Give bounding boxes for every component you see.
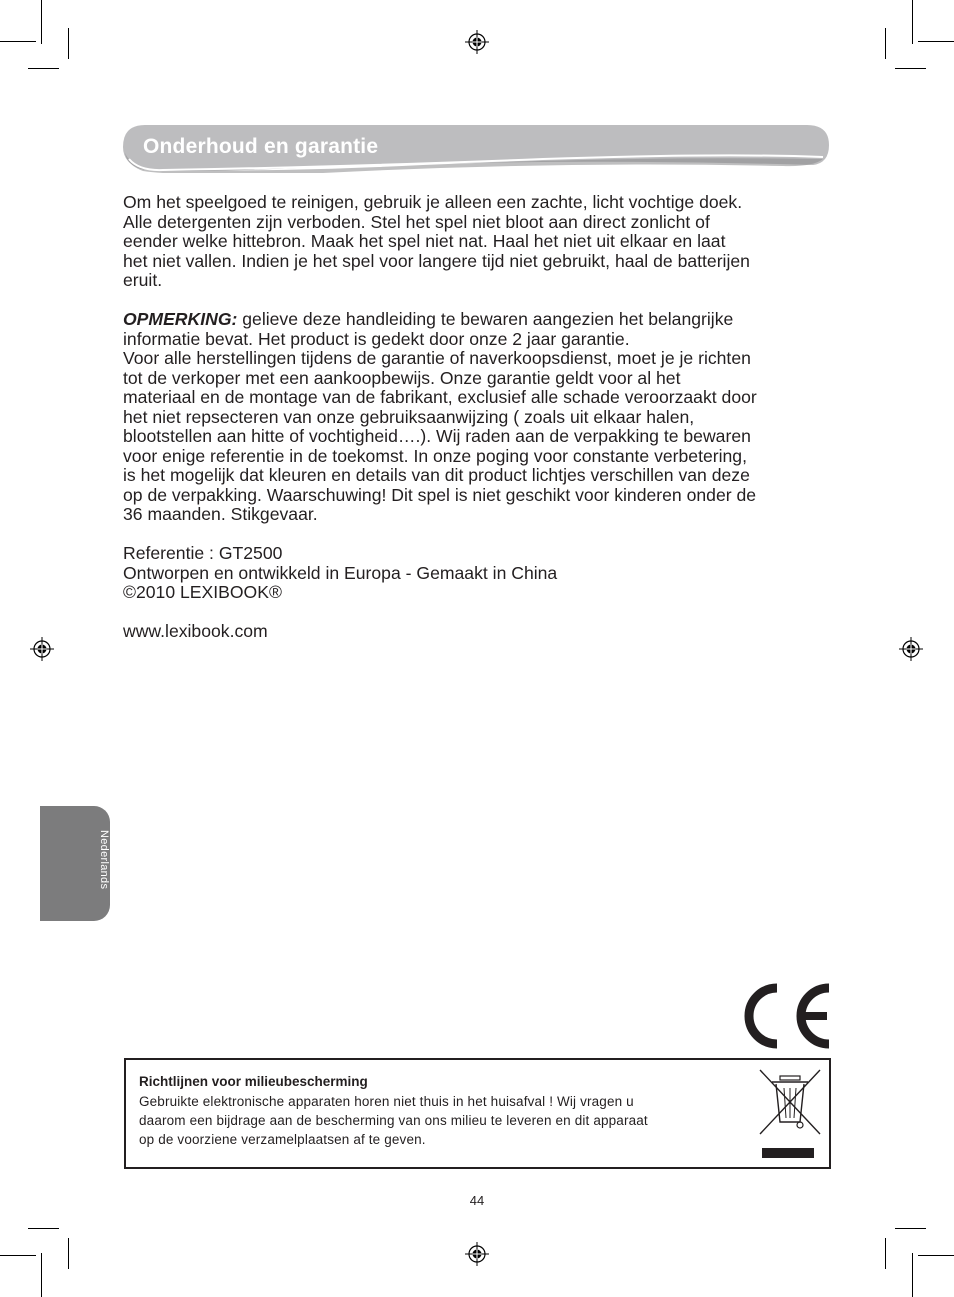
environment-line: daarom een bijdrage aan de bescherming van ons milieu te leveren en dit apparaat: [139, 1113, 648, 1128]
registration-mark-icon: [465, 30, 489, 54]
registration-mark-icon: [30, 637, 54, 661]
copyright-text: ©2010 LEXIBOOK®: [123, 582, 282, 602]
body-line: blootstellen aan hitte of vochtigheid….). Wij raden aan de verpakking te bewaren: [123, 426, 751, 446]
body-line: het niet repsecteren van onze gebruiksaanwijzing ( zoals uit elkaar halen,: [123, 406, 695, 427]
note-line: [123, 310, 835, 330]
crop-mark: [895, 68, 926, 69]
body-line: op de verpakking. Waarschuwing! Dit spel is niet geschikt voor kinderen onder de: [123, 484, 757, 505]
body-line: informatie bevat. Het product is gedekt door onze 2 jaar garantie.: [123, 328, 630, 349]
registration-mark-icon: [465, 1242, 489, 1266]
body-line: voor enige referentie in de toekomst. In onze poging voor constante verbetering,: [123, 445, 747, 466]
language-tab-label: Nederlands: [98, 830, 110, 890]
crop-mark: [41, 1253, 42, 1297]
environment-title: Richtlijnen voor milieubescherming: [139, 1074, 368, 1089]
body-line: eruit.: [123, 270, 163, 290]
reference-text: Referentie : GT2500: [123, 543, 283, 563]
body-line: het niet vallen. Indien je het spel voor langere tijd niet gebruikt, haal de batterijen: [123, 250, 750, 271]
page-number: 44: [469, 1193, 485, 1208]
crop-mark: [0, 1255, 36, 1256]
body-line: Voor alle herstellingen tijdens de garantie of naverkoopsdienst, moet je je richten: [123, 348, 751, 368]
crop-mark: [0, 41, 36, 42]
ce-mark-icon: [737, 982, 831, 1050]
crop-mark: [68, 28, 69, 59]
body-line: Alle detergenten zijn verboden. Stel het spel niet bloot aan direct zonlicht of: [123, 211, 710, 232]
crop-mark: [885, 1238, 886, 1269]
environment-body: [139, 1092, 749, 1149]
crop-mark: [918, 41, 954, 42]
body-line: 36 maanden. Stikgevaar.: [123, 504, 318, 524]
registration-mark-icon: [899, 637, 923, 661]
crossed-bin-icon: [758, 1066, 822, 1160]
body-line: materiaal en de montage van de fabrikant, exclusief alle schade veroorzaakt door: [123, 387, 757, 407]
main-content: [123, 193, 835, 642]
body-line: is het mogelijk dat kleuren en details van dit product lichtjes verschillen van deze: [123, 465, 750, 485]
environment-line: op de voorziene verzamelplaatsen af te geven.: [139, 1132, 426, 1147]
crop-mark: [885, 28, 886, 59]
body-line: eender welke hittebron. Maak het spel niet nat. Haal het niet uit elkaar en laat: [123, 231, 726, 251]
design-origin-text: Ontworpen en ontwikkeld in Europa - Gemaakt in China: [123, 562, 558, 583]
note-label: OPMERKING:: [123, 309, 238, 329]
crop-mark: [895, 1228, 926, 1229]
crop-mark: [918, 1255, 954, 1256]
page-title: Onderhoud en garantie: [143, 135, 379, 158]
environment-line: Gebruikte elektronische apparaten horen niet thuis in het huisafval ! Wij vragen u: [139, 1094, 634, 1109]
environment-notice: [124, 1058, 831, 1169]
crop-mark: [41, 0, 42, 44]
crop-mark: [912, 0, 913, 44]
crop-mark: [28, 68, 59, 69]
crop-mark: [912, 1253, 913, 1297]
body-line: Om het speelgoed te reinigen, gebruik je alleen een zachte, licht vochtige doek.: [123, 192, 743, 212]
section-banner: [123, 123, 829, 173]
crop-mark: [28, 1228, 59, 1229]
note-text: gelieve deze handleiding te bewaren aangezien het belangrijke: [237, 309, 734, 329]
body-line: tot de verkoper met een aankoopbewijs. Onze garantie geldt voor al het: [123, 367, 681, 388]
crop-mark: [68, 1238, 69, 1269]
website-link[interactable]: www.lexibook.com: [123, 621, 268, 641]
